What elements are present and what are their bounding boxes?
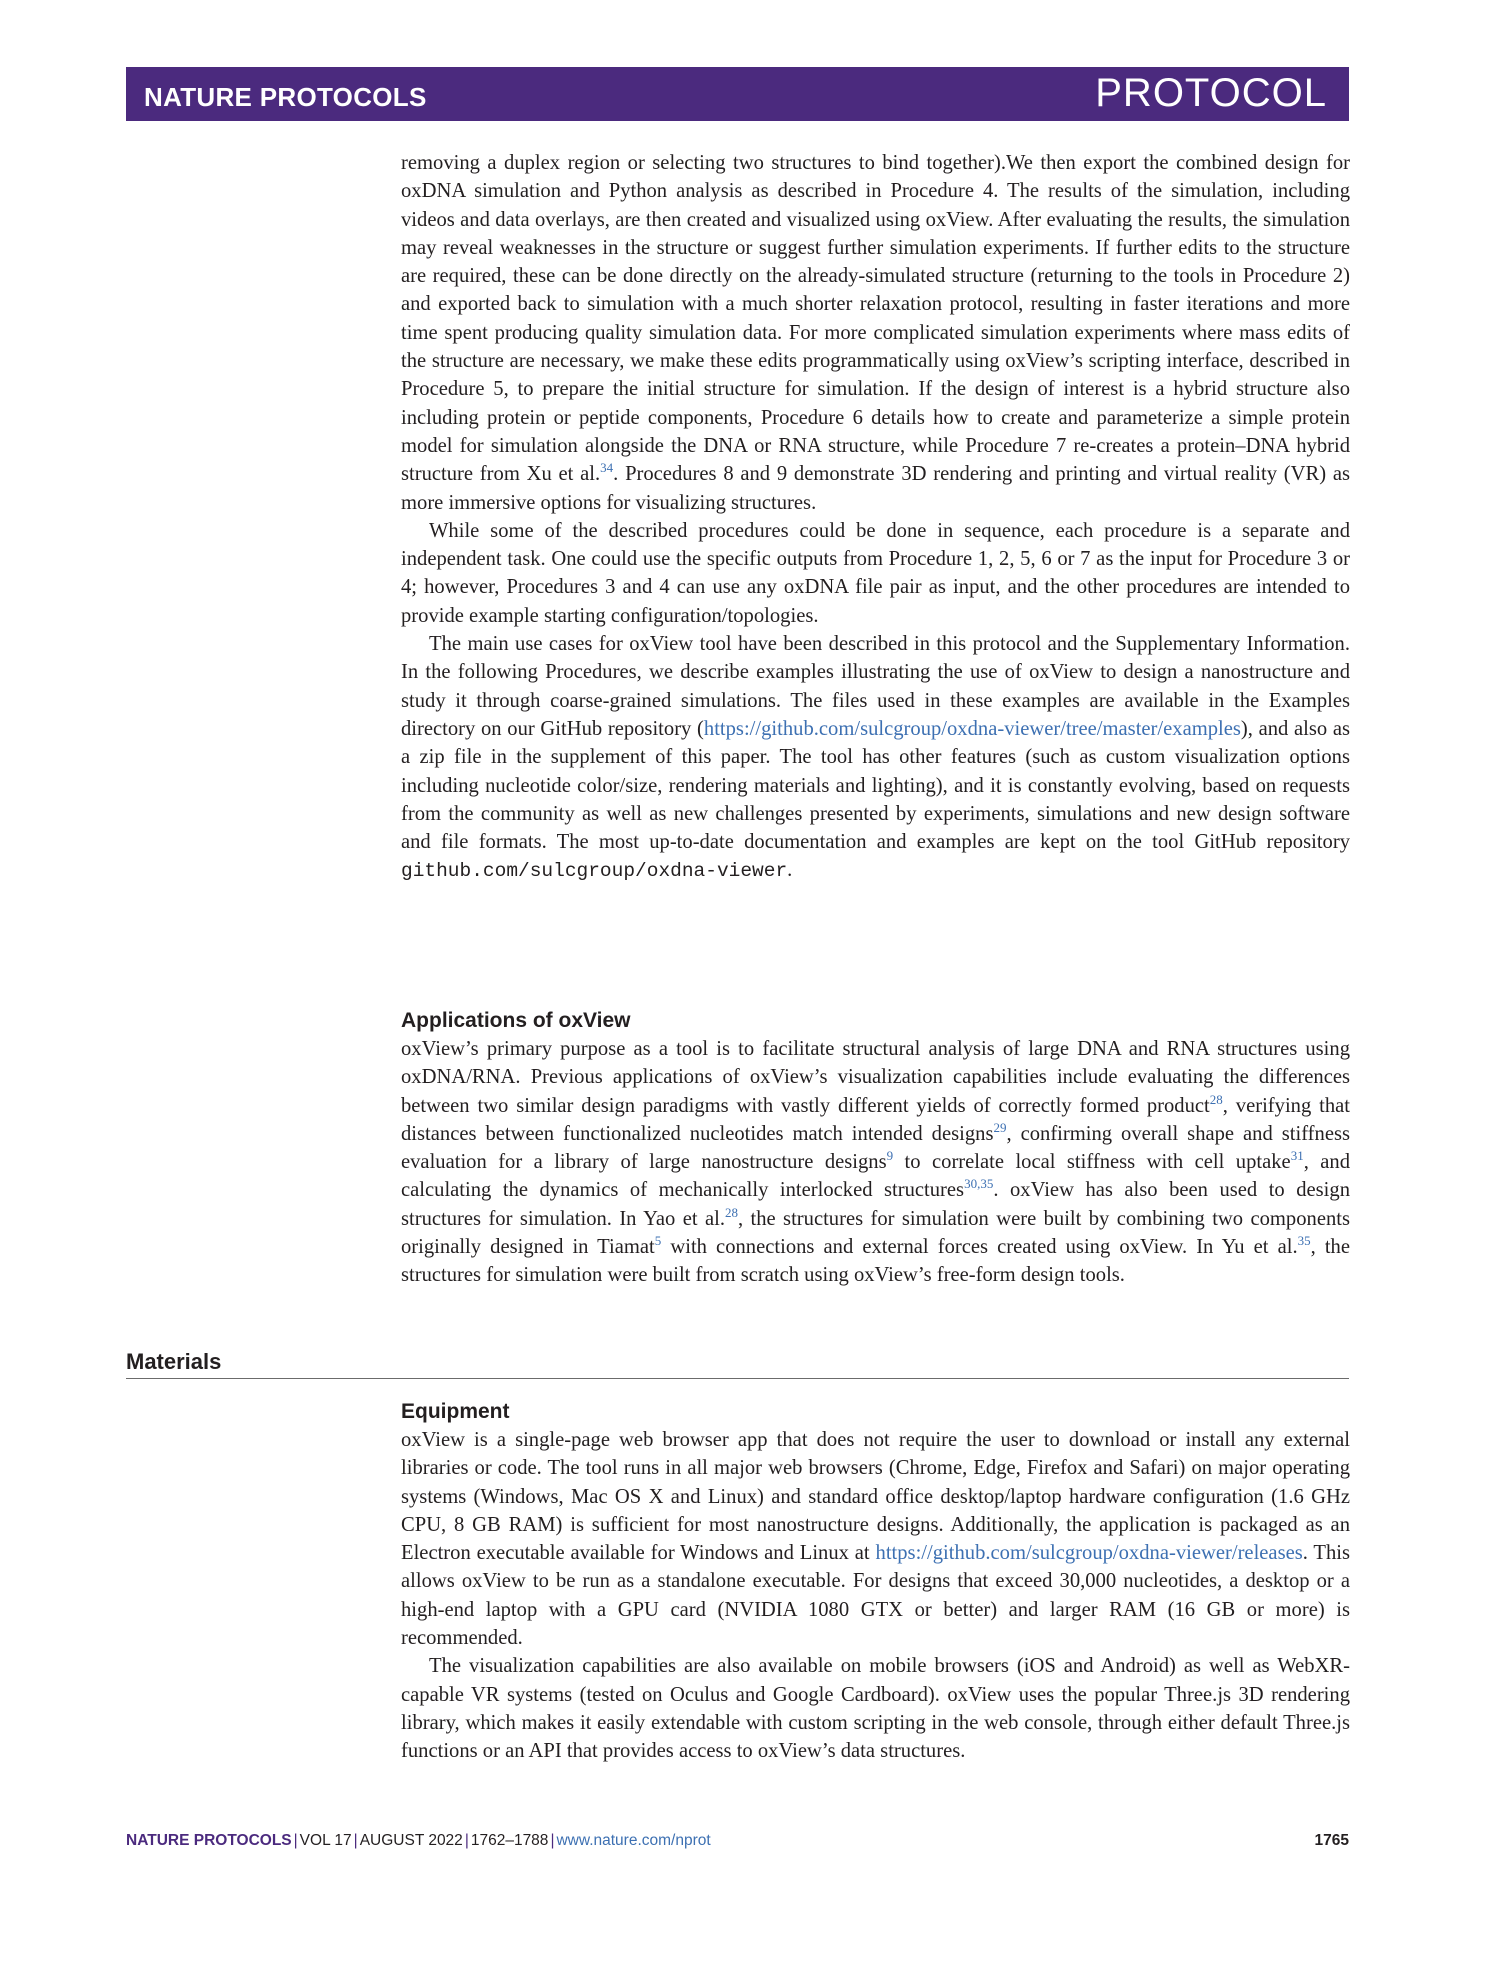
footer-journal: NATURE PROTOCOLS [126, 1832, 292, 1849]
citation-ref[interactable]: 35 [1297, 1233, 1311, 1249]
equipment-paragraph-2: The visualization capabilities are also available on mobile browsers (iOS and Android) as well as WebXR-capable VR systems (tested on Oculus and Google Cardboard). oxView uses the popular Three.js 3D rendering library, which makes it easily extendable with custom scripting in the web console, through either default Three.js functions or an API that provides access to oxView’s data structures. [401, 1655, 1350, 1763]
intro-text [401, 149, 1350, 886]
intro-paragraph-3: The main use cases for oxView tool have been described in this protocol and the Supplementary Information. In the following Procedures, we describe examples illustrating the use of oxView to design a nanostructure and study it through coarse-grained simulations. The files used in these examples are available in the Examples directory on our GitHub repository (https://github.com/sulcgroup/oxdna-viewer/tree/master/examples), and also as a zip file in the supplement of this paper. The tool has other features (such as custom visualization options including nucleotide color/size, rendering materials and lighting), and it is constantly evolving, based on requests from the community as well as new challenges presented by experiments, simulations and new design software and file formats. The most up-to-date documentation and examples are kept on the tool GitHub repository github.com/sulcgroup/oxdna-viewer. [401, 633, 1351, 883]
citation-ref[interactable]: 34 [600, 460, 614, 476]
citation-ref[interactable]: 5 [654, 1233, 662, 1249]
equipment-heading: Equipment [401, 1400, 510, 1423]
citation-ref[interactable]: 28 [724, 1204, 738, 1220]
applications-section [401, 1007, 1350, 1290]
github-repo-code: github.com/sulcgroup/oxdna-viewer [401, 860, 788, 883]
intro-paragraph-2: While some of the described procedures could be done in sequence, each procedure is a separate and independent task. One could use the specific outputs from Procedure 1, 2, 5, 6 or 7 as the input for Procedure 3 or 4; however, Procedures 3 and 4 can use any oxDNA file pair as input, and the other procedures are intended to provide example starting configuration/topologies. [401, 519, 1350, 627]
citation-ref[interactable]: 9 [886, 1148, 894, 1164]
intro-paragraph-1: removing a duplex region or selecting two structures to bind together).We then export the combined design for oxDNA simulation and Python analysis as described in Procedure 4. The results of the simulation, including videos and data overlays, are then created and visualized using oxView. After evaluating the results, the simulation may reveal weaknesses in the structure or suggest further simulation experiments. If further edits to the structure are required, these can be done directly on the already-simulated structure (returning to the tools in Procedure 2) and exported back to simulation with a much shorter relaxation protocol, resulting in faster iterations and more time spent producing quality simulation data. For more complicated simulation experiments where mass edits of the structure are necessary, we make these edits programmatically using oxView’s scripting interface, described in Procedure 5, to prepare the initial structure for simulation. If the design of interest is a hybrid structure also including protein or peptide components, Procedure 6 details how to create and parameterize a simple protein model for simulation alongside the DNA or RNA structure, while Procedure 7 re-creates a protein–DNA hybrid structure from Xu et al.$^{34}$. Procedures 8 and 9 demonstrate 3D rendering and printing and virtual reality (VR) as more immersive options for visualizing structures. [401, 152, 1350, 514]
github-releases-link[interactable]: https://github.com/sulcgroup/oxdna-viewer/releases [875, 1542, 1303, 1565]
footer-citation: NATURE PROTOCOLS | VOL 17 | AUGUST 2022 | 1762–1788 | www.nature.com/nprot [126, 1832, 711, 1849]
equipment-section [401, 1398, 1350, 1766]
footer-url-link[interactable]: www.nature.com/nprot [556, 1832, 711, 1849]
citation-ref[interactable]: 30,35 [964, 1176, 994, 1192]
materials-heading: Materials [126, 1349, 222, 1374]
applications-paragraph: oxView’s primary purpose as a tool is to facilitate structural analysis of large DNA and RNA structures using oxDNA/RNA. Previous applications of oxView’s visualization capabilities include evaluating the differences between two similar design paradigms with vastly different yields of correctly formed product$^{28}$, verifying that distances between functionalized nucleotides match intended designs$^{29}$, confirming overall shape and stiffness evaluation for a library of large nanostructure designs$^9$ to correlate local stiffness with cell uptake$^{31}$, and calculating the dynamics of mechanically interlocked structures$^{30,35}$. oxView has also been used to design structures for simulation. In Yao et al.$^{28}$, the structures for simulation were built by combining two components originally designed in Tiamat$^5$ with connections and external forces created using oxView. In Yu et al.$^{35}$, the structures for simulation were built from scratch using oxView’s free-form design tools. [401, 1038, 1351, 1287]
journal-name: NATURE PROTOCOLS [144, 82, 427, 112]
github-examples-link[interactable]: https://github.com/sulcgroup/oxdna-viewer/tree/master/examples [703, 717, 1241, 740]
page-footer [126, 1832, 1349, 1856]
footer-date: AUGUST 2022 [359, 1832, 463, 1849]
article-type: PROTOCOL [1095, 71, 1327, 115]
section-divider [126, 1378, 1349, 1379]
applications-heading: Applications of oxView [401, 1009, 631, 1032]
equipment-paragraph-1: oxView is a single-page web browser app that does not require the user to download or install any external libraries or code. The tool runs in all major web browsers (Chrome, Edge, Firefox and Safari) on major operating systems (Windows, Mac OS X and Linux) and standard office desktop/laptop hardware configuration (1.6 GHz CPU, 8 GB RAM) is sufficient for most nanostructure designs. Additionally, the application is packaged as an Electron executable available for Windows and Linux at https://github.com/sulcgroup/oxdna-viewer/releases. This allows oxView to be run as a standalone executable. For designs that exceed 30,000 nucleotides, a desktop or a high-end laptop with a GPU card (NVIDIA 1080 GTX or better) and larger RAM (16 GB or more) is recommended. [401, 1429, 1350, 1650]
citation-ref[interactable]: 29 [993, 1119, 1007, 1135]
citation-ref[interactable]: 28 [1209, 1091, 1223, 1107]
journal-header-bar [126, 67, 1349, 121]
footer-volume: VOL 17 [299, 1832, 352, 1849]
page-number: 1765 [1314, 1832, 1349, 1849]
citation-ref[interactable]: 31 [1290, 1148, 1304, 1164]
footer-pages: 1762–1788 [470, 1832, 549, 1849]
